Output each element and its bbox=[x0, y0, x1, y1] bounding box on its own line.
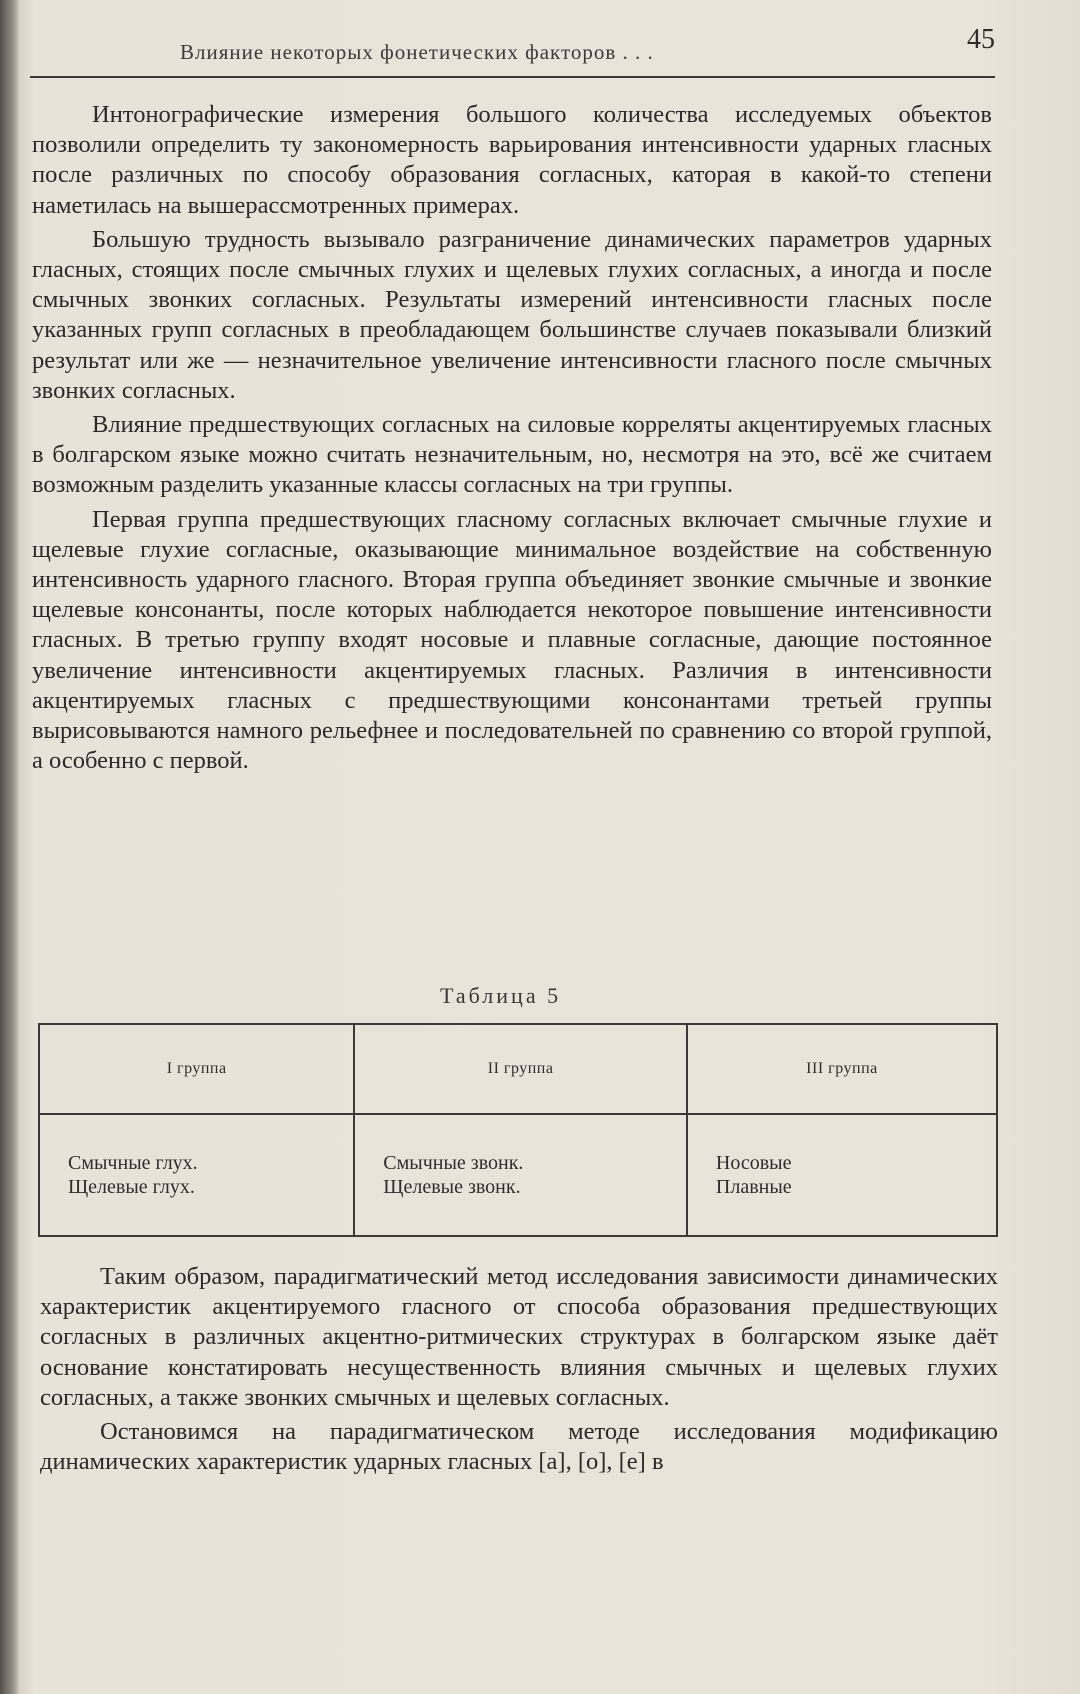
table-row bbox=[39, 1114, 997, 1236]
page-number: 45 bbox=[967, 24, 995, 55]
paragraph: Большую трудность вызывало разграничение динамических параметров ударных гласных, стоящих после смычных глухих и щелевых глухих согласных, а иногда и после смычных звонких согласных. Результаты измерений интенсивности гласных после указанных групп согласных в преобладающем большинстве случаев показывали близкий результат или же — незначительное увеличение интенсивности гласного после смычных звонких согласных. bbox=[32, 225, 992, 404]
paragraph: Интонографические измерения большого количества исследуемых объектов позволили определить ту закономерность варьирования интенсивности ударных гласных после различных по способу образования согласных, каторая в какой-то степени наметилась на вышерассмотренных примерах. bbox=[32, 101, 992, 219]
paragraph: Остановимся на парадигматическом методе исследования модификацию динамических характеристик ударных гласных [а], [о], [е] в bbox=[40, 1418, 998, 1476]
consonant-groups-table bbox=[38, 1023, 998, 1237]
table-caption: Таблица 5 bbox=[440, 983, 562, 1008]
body-text-bottom bbox=[40, 1262, 998, 1481]
header-group-2: II группа bbox=[354, 1024, 687, 1114]
table-container bbox=[38, 1023, 998, 1237]
cell-group-1 bbox=[39, 1114, 354, 1236]
book-spine-shadow bbox=[0, 0, 20, 1694]
cell-line: Смычные звонк. bbox=[383, 1152, 524, 1174]
body-text-top bbox=[32, 100, 992, 780]
cell-line: Щелевые звонк. bbox=[383, 1176, 521, 1198]
header-rule bbox=[30, 76, 995, 78]
paragraph: Влияние предшествующих согласных на силовые корреляты акцентируемых гласных в болгарском языке можно считать незначительным, но, несмотря на это, всё же считаем возможным разделить указанные классы согласных на три группы. bbox=[32, 411, 992, 499]
cell-line: Щелевые глух. bbox=[68, 1176, 195, 1198]
cell-line: Носовые bbox=[715, 1152, 792, 1174]
cell-group-2 bbox=[354, 1114, 687, 1236]
cell-line: Плавные bbox=[715, 1176, 792, 1198]
running-title: Влияние некоторых фонетических факторов . . . bbox=[180, 40, 654, 64]
header-group-3: III группа bbox=[687, 1024, 997, 1114]
cell-group-3 bbox=[687, 1114, 997, 1236]
table-header-row bbox=[39, 1024, 997, 1114]
paragraph: Первая группа предшествующих гласному согласных включает смычные глухие и щелевые глухие согласные, оказывающие минимальное воздействие на собственную интенсивность ударного гласного. Вторая группа объединяет звонкие смычные и звонкие щелевые консонанты, после которых наблюдается некоторое повышение интенсивности гласных. В третью группу входят носовые и плавные согласные, дающие постоянное увеличение интенсивности акцентируемых гласных. Различия в интенсивности акцентируемых гласных с предшествующими консонантами третьей группы вырисовываются намного рельефнее и последовательней по сравнению со второй группой, а особенно с первой. bbox=[32, 505, 992, 775]
page-header bbox=[30, 20, 995, 78]
cell-line: Смычные глух. bbox=[68, 1152, 198, 1174]
paragraph: Таким образом, парадигматический метод исследования зависимости динамических характеристик акцентируемого гласного от способа образования предшествующих согласных в различных акцентно-ритмических структурах в болгарском языке даёт основание констатировать несущественность влияния смычных и щелевых глухих согласных, а также звонких смычных и щелевых согласных. bbox=[40, 1263, 998, 1411]
header-group-1: I группа bbox=[39, 1024, 354, 1114]
